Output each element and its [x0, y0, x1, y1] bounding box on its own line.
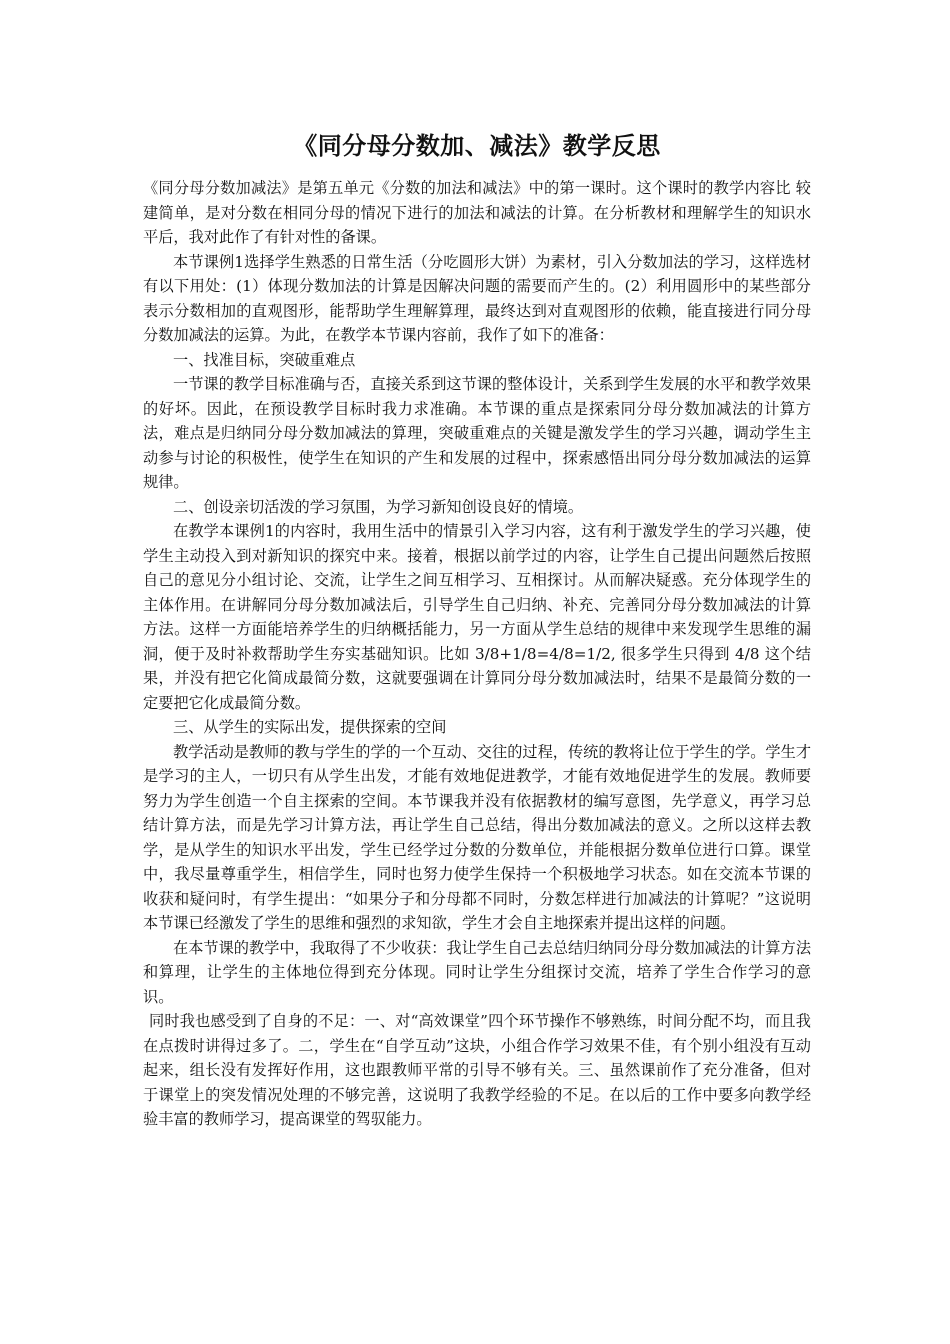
heading-section-2: 二、创设亲切活泼的学习氛围，为学习新知创设良好的情境。 [173, 497, 584, 516]
paragraph-gains: 在本节课的教学中，我取得了不少收获：我让学生自己去总结归纳同分母分数加减法的计算方法和算理，让学生的主体地位得到充分体现。同时让学生分组探讨交流，培养了学生合作学习的意识。 [143, 938, 811, 1006]
heading-section-1: 一、找准目标，突破重难点 [173, 350, 356, 369]
paragraph-section-1: 一节课的教学目标准确与否，直接关系到这节课的整体设计，关系到学生发展的水平和教学效果的好坏。因此，在预设教学目标时我力求准确。本节课的重点是探索同分母分数加减法的计算方法，难点是归纳同分母分数加减法的算理，突破重难点的关键是激发学生的学习兴趣，调动学生主动参与讨论的积极性，使学生在知识的产生和发展的过程中，探索感悟出同分母分数加减法的运算规律。 [143, 375, 811, 491]
paragraph-shortcomings: 同时我也感受到了自身的不足：一、对“高效课堂”四个环节操作不够熟练，时间分配不均，而且我在点拨时讲得过多了。二，学生在“自学互动”这块，小组合作学习效果不佳，有个别小组没有互动起来，组长没有发挥好作用，这也跟教师平常的引导不够有关。三、虽然课前作了充分准备，但对于课堂上的突发情况处理的不够完善，这说明了我教学经验的不足。在以后的工作中要多向教学经验丰富的教师学习，提高课堂的驾驭能力。 [143, 1012, 811, 1128]
heading-section-3: 三、从学生的实际出发，提供探索的空间 [173, 718, 447, 736]
paragraph-intro: 《同分母分数加减法》是第五单元《分数的加法和减法》中的第一课时。这个课时的教学内容比 较建简单，是对分数在相同分母的情况下进行的加法和减法的计算。在分析教材和理解学生的知识水平后，我对此作了有针对性的备课。 [143, 179, 811, 246]
document-page [143, 130, 811, 1132]
paragraph-section-3: 教学活动是教师的教与学生的学的一个互动、交往的过程，传统的教将让位于学生的学。学生才是学习的主人，一切只有从学生出发，才能有效地促进教学，才能有效地促进学生的发展。教师要努力为学生创造一个自主探索的空间。本节课我并没有依据教材的编写意图，先学意义，再学习总结计算方法，而是先学习计算方法，再让学生自己总结，得出分数加减法的意义。之所以这样去教学，是从学生的知识水平出发，学生已经学过分数的分数单位，并能根据分数单位进行口算。课堂中，我尽量尊重学生，相信学生，同时也努力使学生保持一个积极地学习状态。如在交流本节课的收获和疑问时，有学生提出：“如果分子和分母都不同时，分数怎样进行加减法的计算呢？”这说明本节课已经激发了学生的思维和强烈的求知欲，学生才会自主地探索并提出这样的问题。 [143, 742, 811, 932]
paragraph-example-1: 本节课例1选择学生熟悉的日常生活（分吃圆形大饼）为素材，引入分数加法的学习，这样选材有以下用处：(1）体现分数加法的计算是因解决问题的需要而产生的。(2）利用圆形中的某些部分表示分数相加的直观图形，能帮助学生理解算理，最终达到对直观图形的依赖，能直接进行同分母分数加减法的运算。为此，在教学本节课内容前，我作了如下的准备： [143, 252, 811, 344]
paragraph-section-2: 在教学本课例1的内容时，我用生活中的情景引入学习内容，这有利于激发学生的学习兴趣，使学生主动投入到对新知识的探究中来。接着，根据以前学过的内容，让学生自己提出问题然后按照自己的意见分小组讨论、交流，让学生之间互相学习、互相探讨。从而解决疑惑。充分体现学生的主体作用。在讲解同分母分数加减法后，引导学生自己归纳、补充、完善同分母分数加减法的计算方法。这样一方面能培养学生的归纳概括能力，另一方面从学生总结的规律中来发现学生思维的漏洞，便于及时补救帮助学生夯实基础知识。比如 3/8+1/8=4/8=1/2, 很多学生只得到 4/8 这个结果，并没有把它化简成最简分数，这就要强调在计算同分母分数加减法时，结果不是最简分数的一定要把它化成最简分数。 [143, 522, 811, 712]
document-title: 《同分母分数加、减法》教学反思 [293, 131, 661, 160]
